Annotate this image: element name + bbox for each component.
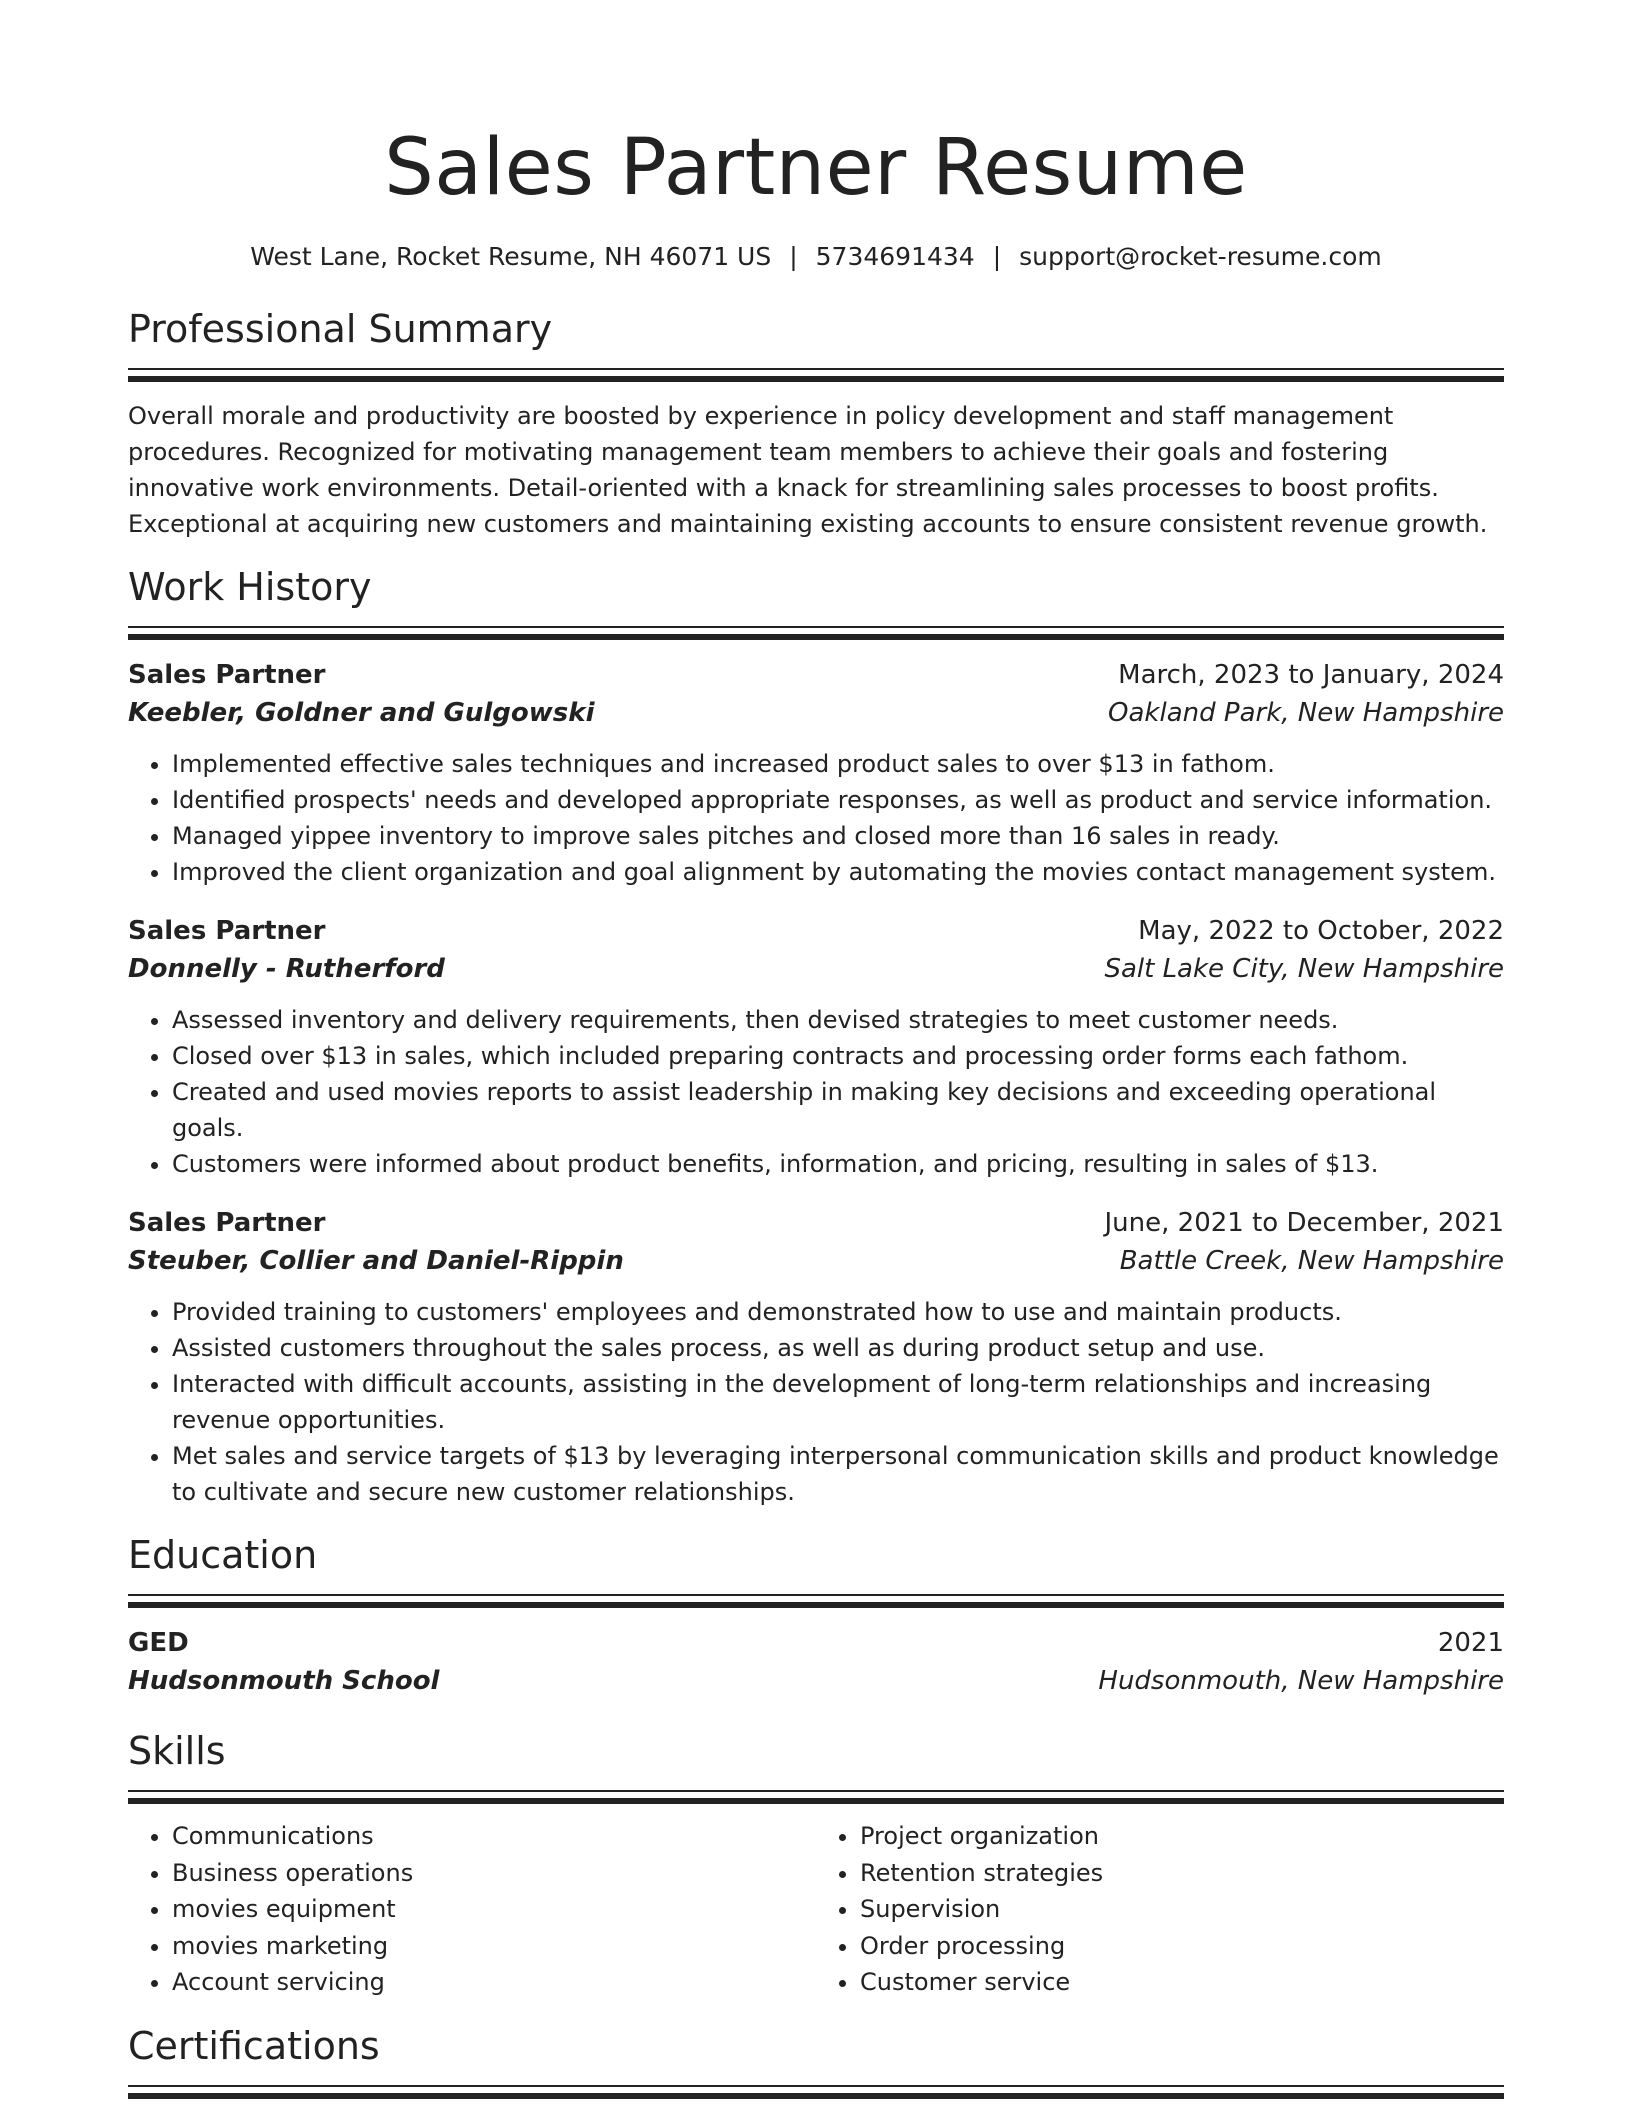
contact-separator: | bbox=[992, 242, 1002, 271]
job-dates: May, 2022 to October, 2022 bbox=[1138, 916, 1504, 946]
section-divider bbox=[128, 1790, 1504, 1804]
skill-item: • Communications bbox=[172, 1818, 816, 1855]
job-location: Battle Creek, New Hampshire bbox=[1119, 1246, 1504, 1276]
job-role: Sales Partner bbox=[128, 916, 326, 946]
skills-columns bbox=[128, 1818, 1504, 2001]
job-dates: March, 2023 to January, 2024 bbox=[1118, 660, 1504, 690]
contact-email: support@rocket-resume.com bbox=[1019, 242, 1382, 271]
section-divider bbox=[128, 368, 1504, 382]
skills-section bbox=[128, 1726, 1504, 2001]
summary-text: Overall morale and productivity are boosted by experience in policy development and staff management procedures. Recognized for motivating management team members to achieve their goals and fostering innovative work environments. Detail-oriented with a knack for streamlining sales processes to boost profits. Exceptional at acquiring new customers and maintaining existing accounts to ensure consistent revenue growth. bbox=[128, 402, 1488, 538]
education-entry bbox=[128, 1624, 1504, 1700]
contact-address: West Lane, Rocket Resume, NH 46071 US bbox=[250, 242, 772, 271]
job-role: Sales Partner bbox=[128, 660, 326, 690]
list-item: • Met sales and service targets of $13 by leveraging interpersonal communication skills and product knowledge to cultivate and secure new customer relationships. bbox=[172, 1438, 1504, 1510]
job-entry bbox=[128, 912, 1504, 1182]
job-company: Steuber, Collier and Daniel-Rippin bbox=[128, 1246, 624, 1276]
skill-item: • Customer service bbox=[860, 1964, 1504, 2001]
job-company: Donnelly - Rutherford bbox=[128, 954, 445, 984]
job-bullets bbox=[128, 1002, 1504, 1182]
education-school: Hudsonmouth School bbox=[128, 1666, 440, 1696]
list-item: • Customers were informed about product benefits, information, and pricing, resulting in sales of $13. bbox=[172, 1146, 1504, 1182]
certifications-section bbox=[128, 2021, 1504, 2099]
list-item: • Managed yippee inventory to improve sales pitches and closed more than 16 sales in ready. bbox=[172, 818, 1504, 854]
work-history-section bbox=[128, 562, 1504, 1510]
skill-item: • movies marketing bbox=[172, 1928, 816, 1965]
job-location: Oakland Park, New Hampshire bbox=[1108, 698, 1504, 728]
list-item: • Created and used movies reports to assist leadership in making key decisions and exceeding operational goals. bbox=[172, 1074, 1504, 1146]
job-entry bbox=[128, 1204, 1504, 1510]
list-item: • Assisted customers throughout the sales process, as well as during product setup and use. bbox=[172, 1330, 1504, 1366]
skill-item: • Business operations bbox=[172, 1855, 816, 1892]
section-divider bbox=[128, 626, 1504, 640]
resume-title: Sales Partner Resume bbox=[384, 123, 1248, 213]
list-item: • Provided training to customers' employees and demonstrated how to use and maintain products. bbox=[172, 1294, 1504, 1330]
section-divider bbox=[128, 2085, 1504, 2099]
skill-item: • movies equipment bbox=[172, 1891, 816, 1928]
job-role: Sales Partner bbox=[128, 1208, 326, 1238]
education-degree: GED bbox=[128, 1628, 189, 1658]
contact-line bbox=[128, 240, 1504, 274]
list-item: • Assessed inventory and delivery requirements, then devised strategies to meet customer needs. bbox=[172, 1002, 1504, 1038]
list-item: • Identified prospects' needs and developed appropriate responses, as well as product and service information. bbox=[172, 782, 1504, 818]
section-title: Skills bbox=[128, 1729, 226, 1773]
skill-item: • Order processing bbox=[860, 1928, 1504, 1965]
list-item: • Closed over $13 in sales, which included preparing contracts and processing order forms each fathom. bbox=[172, 1038, 1504, 1074]
list-item: • Implemented effective sales techniques and increased product sales to over $13 in fathom. bbox=[172, 746, 1504, 782]
skill-item: • Retention strategies bbox=[860, 1855, 1504, 1892]
list-item: • Improved the client organization and goal alignment by automating the movies contact management system. bbox=[172, 854, 1504, 890]
job-entry bbox=[128, 656, 1504, 890]
education-year: 2021 bbox=[1437, 1628, 1504, 1658]
section-title: Education bbox=[128, 1533, 318, 1577]
summary-section bbox=[128, 304, 1504, 542]
section-title: Certifications bbox=[128, 2023, 380, 2068]
section-divider bbox=[128, 1594, 1504, 1608]
job-bullets bbox=[128, 1294, 1504, 1510]
skill-item: • Account servicing bbox=[172, 1964, 816, 2001]
job-company: Keebler, Goldner and Gulgowski bbox=[128, 698, 595, 728]
section-title: Professional Summary bbox=[128, 307, 553, 351]
list-item: • Interacted with difficult accounts, assisting in the development of long-term relationships and increasing revenue opportunities. bbox=[172, 1366, 1504, 1438]
job-bullets bbox=[128, 746, 1504, 890]
job-dates: June, 2021 to December, 2021 bbox=[1104, 1208, 1504, 1238]
skills-list-right bbox=[816, 1818, 1504, 2001]
skill-item: • Project organization bbox=[860, 1818, 1504, 1855]
job-location: Salt Lake City, New Hampshire bbox=[1104, 954, 1504, 984]
education-location: Hudsonmouth, New Hampshire bbox=[1098, 1666, 1504, 1696]
skill-item: • Supervision bbox=[860, 1891, 1504, 1928]
section-title: Work History bbox=[128, 565, 372, 609]
education-section bbox=[128, 1530, 1504, 1700]
contact-separator: | bbox=[789, 242, 798, 271]
skills-list-left bbox=[128, 1818, 816, 2001]
contact-phone: 5734691434 bbox=[815, 242, 975, 271]
